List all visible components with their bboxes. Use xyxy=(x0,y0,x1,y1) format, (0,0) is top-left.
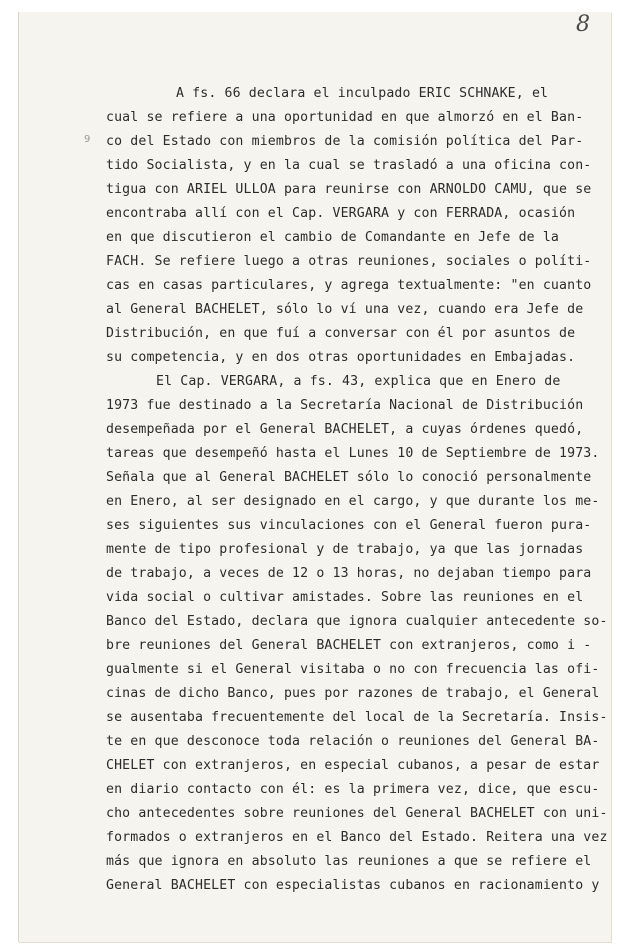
text-line: CHELET con extranjeros, en especial cubanos, a pesar de estar xyxy=(106,758,600,773)
text-line: encontraba allí con el Cap. VERGARA y con FERRADA, ocasión xyxy=(106,206,576,221)
text-line: al General BACHELET, sólo lo ví una vez, cuando era Jefe de xyxy=(106,302,584,317)
text-line: Distribución, en que fuí a conversar con él por asuntos de xyxy=(106,326,576,341)
page-number: 8 xyxy=(576,12,590,37)
text-line: ses siguientes sus vinculaciones con el General fueron pura- xyxy=(106,518,592,533)
text-line: de trabajo, a veces de 12 o 13 horas, no dejaban tiempo para xyxy=(106,566,592,581)
text-line: en Enero, al ser designado en el cargo, y que durante los me- xyxy=(106,494,600,509)
text-line: se ausentaba frecuentemente del local de la Secretaría. Insis- xyxy=(106,710,608,725)
text-line: mente de tipo profesional y de trabajo, ya que las jornadas xyxy=(106,542,584,557)
text-line: General BACHELET con especialistas cubanos en racionamiento y xyxy=(106,878,600,893)
text-line: cinas de dicho Banco, pues por razones de trabajo, el General xyxy=(106,686,600,701)
text-line: cual se refiere a una oportunidad en que almorzó en el Ban- xyxy=(106,110,584,125)
text-line: tigua con ARIEL ULLOA para reunirse con ARNOLDO CAMU, que se xyxy=(106,182,592,197)
text-line: desempeñada por el General BACHELET, a cuyas órdenes quedó, xyxy=(106,422,584,437)
text-line: Banco del Estado, declara que ignora cualquier antecedente so- xyxy=(106,614,608,629)
text-line: te en que desconoce toda relación o reuniones del General BA- xyxy=(106,734,600,749)
text-line: en diario contacto con él: es la primera vez, dice, que escu- xyxy=(106,782,600,797)
text-line: más que ignora en absoluto las reuniones a que se refiere el xyxy=(106,854,592,869)
text-line: El Cap. VERGARA, a fs. 43, explica que en Enero de xyxy=(156,374,561,389)
text-line: gualmente si el General visitaba o no con frecuencia las ofi- xyxy=(106,662,600,677)
text-line: bre reuniones del General BACHELET con extranjeros, como i - xyxy=(106,638,592,653)
text-line: co del Estado con miembros de la comisión política del Par- xyxy=(106,134,584,149)
text-line: tido Socialista, y en la cual se trasladó a una oficina con- xyxy=(106,158,592,173)
text-line: Señala que al General BACHELET sólo lo conoció personalmente xyxy=(106,470,592,485)
text-line: vida social o cultivar amistades. Sobre las reuniones en el xyxy=(106,590,584,605)
text-line: tareas que desempeñó hasta el Lunes 10 de Septiembre de 1973. xyxy=(106,446,600,461)
text-line: 1973 fue destinado a la Secretaría Nacional de Distribución xyxy=(106,398,584,413)
text-line: formados o extranjeros en el Banco del Estado. Reitera una vez xyxy=(106,830,608,845)
text-line: en que discutieron el cambio de Comandante en Jefe de la xyxy=(106,230,560,245)
text-line: cho antecedentes sobre reuniones del General BACHELET con uni- xyxy=(106,806,608,821)
margin-mark: 9 xyxy=(84,134,91,145)
text-line: cas en casas particulares, y agrega textualmente: "en cuanto xyxy=(106,278,592,293)
text-line: FACH. Se refiere luego a otras reuniones, sociales o políti- xyxy=(106,254,592,269)
text-line: su competencia, y en dos otras oportunidades en Embajadas. xyxy=(106,350,576,365)
text-line: A fs. 66 declara el inculpado ERIC SCHNAKE, el xyxy=(176,86,549,101)
